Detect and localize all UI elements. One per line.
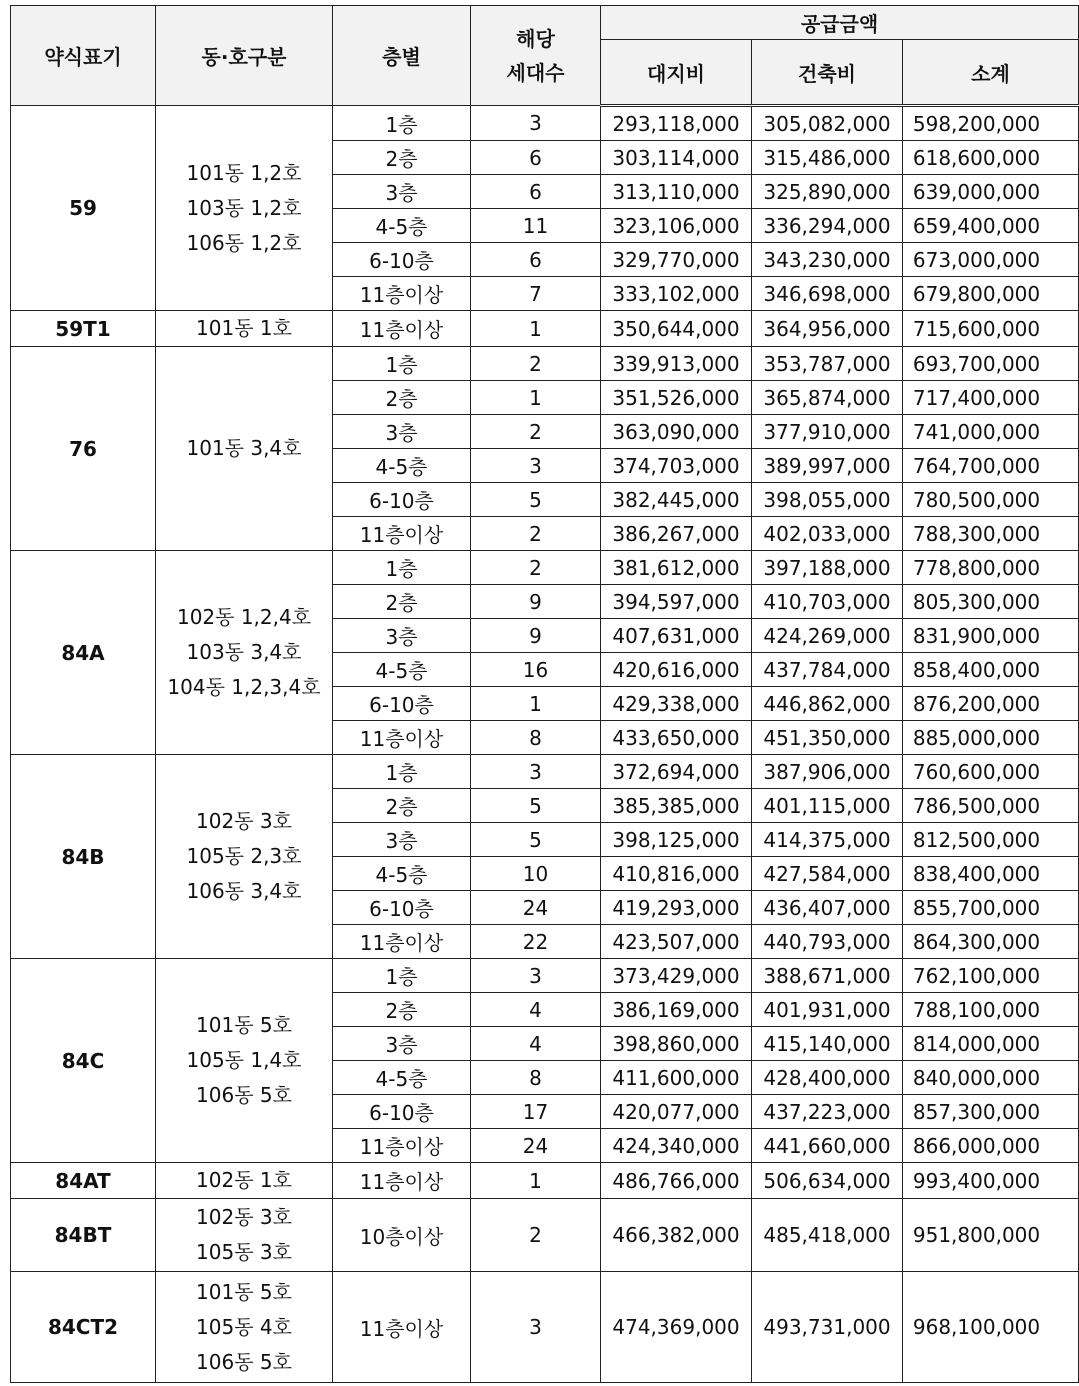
floor-cell: 4-5층 (333, 857, 471, 891)
land-cost-cell: 333,102,000 (601, 277, 752, 311)
units-cell: 1 (471, 1163, 601, 1199)
building-cost-cell: 437,784,000 (752, 653, 903, 687)
floor-cell: 6-10층 (333, 891, 471, 925)
land-cost-cell: 433,650,000 (601, 721, 752, 755)
land-cost-cell: 398,860,000 (601, 1027, 752, 1061)
subtotal-cell: 885,000,000 (903, 721, 1079, 755)
building-cost-cell: 397,188,000 (752, 551, 903, 585)
type-cell: 59 (11, 106, 156, 311)
floor-cell: 4-5층 (333, 209, 471, 243)
subtotal-cell: 717,400,000 (903, 381, 1079, 415)
floor-cell: 2층 (333, 141, 471, 175)
subtotal-cell: 812,500,000 (903, 823, 1079, 857)
dong-line: 101동 3,4호 (186, 436, 302, 460)
building-cost-cell: 506,634,000 (752, 1163, 903, 1199)
units-cell: 6 (471, 243, 601, 277)
building-cost-cell: 437,223,000 (752, 1095, 903, 1129)
units-cell: 10 (471, 857, 601, 891)
units-cell: 8 (471, 721, 601, 755)
subtotal-cell: 993,400,000 (903, 1163, 1079, 1199)
header-type: 약식표기 (11, 6, 156, 106)
building-cost-cell: 365,874,000 (752, 381, 903, 415)
subtotal-cell: 618,600,000 (903, 141, 1079, 175)
subtotal-cell: 679,800,000 (903, 277, 1079, 311)
land-cost-cell: 351,526,000 (601, 381, 752, 415)
floor-cell: 11층이상 (333, 311, 471, 347)
subtotal-cell: 786,500,000 (903, 789, 1079, 823)
land-cost-cell: 313,110,000 (601, 175, 752, 209)
dong-line: 102동 3호 (196, 1205, 292, 1229)
building-cost-cell: 440,793,000 (752, 925, 903, 959)
units-cell: 2 (471, 1199, 601, 1272)
land-cost-cell: 339,913,000 (601, 347, 752, 381)
subtotal-cell: 741,000,000 (903, 415, 1079, 449)
subtotal-cell: 778,800,000 (903, 551, 1079, 585)
land-cost-cell: 363,090,000 (601, 415, 752, 449)
units-cell: 16 (471, 653, 601, 687)
subtotal-cell: 788,100,000 (903, 993, 1079, 1027)
subtotal-cell: 780,500,000 (903, 483, 1079, 517)
units-cell: 1 (471, 381, 601, 415)
floor-cell: 6-10층 (333, 243, 471, 277)
type-cell: 84AT (11, 1163, 156, 1199)
floor-cell: 1층 (333, 959, 471, 993)
table-row (11, 755, 1079, 789)
units-cell: 6 (471, 141, 601, 175)
dong-line: 106동 1,2호 (186, 230, 302, 255)
land-cost-cell: 420,616,000 (601, 653, 752, 687)
floor-cell: 11층이상 (333, 1272, 471, 1383)
dong-cell (156, 1272, 333, 1383)
units-cell: 6 (471, 175, 601, 209)
building-cost-cell: 325,890,000 (752, 175, 903, 209)
floor-cell: 6-10층 (333, 1095, 471, 1129)
building-cost-cell: 377,910,000 (752, 415, 903, 449)
floor-cell: 10층이상 (333, 1199, 471, 1272)
header-subtotal: 소계 (903, 40, 1079, 106)
floor-cell: 2층 (333, 789, 471, 823)
table-row (11, 347, 1079, 381)
header-supply-amount: 공급금액 (601, 6, 1079, 40)
dong-line: 104동 1,2,3,4호 (167, 675, 321, 699)
units-cell: 3 (471, 755, 601, 789)
land-cost-cell: 386,169,000 (601, 993, 752, 1027)
subtotal-cell: 831,900,000 (903, 619, 1079, 653)
dong-cell (156, 551, 333, 755)
building-cost-cell: 410,703,000 (752, 585, 903, 619)
subtotal-cell: 840,000,000 (903, 1061, 1079, 1095)
subtotal-cell: 673,000,000 (903, 243, 1079, 277)
land-cost-cell: 411,600,000 (601, 1061, 752, 1095)
dong-line: 106동 5호 (196, 1083, 292, 1107)
subtotal-cell: 760,600,000 (903, 755, 1079, 789)
units-cell: 8 (471, 1061, 601, 1095)
type-cell: 84A (11, 551, 156, 755)
subtotal-cell: 876,200,000 (903, 687, 1079, 721)
table-row (11, 959, 1079, 993)
subtotal-cell: 639,000,000 (903, 175, 1079, 209)
dong-line: 101동 1호 (196, 316, 292, 340)
floor-cell: 3층 (333, 1027, 471, 1061)
building-cost-cell: 493,731,000 (752, 1272, 903, 1383)
table-body (11, 106, 1079, 1383)
supply-price-table-container (10, 5, 1079, 1383)
land-cost-cell: 373,429,000 (601, 959, 752, 993)
land-cost-cell: 466,382,000 (601, 1199, 752, 1272)
floor-cell: 3층 (333, 175, 471, 209)
units-cell: 24 (471, 891, 601, 925)
floor-cell: 3층 (333, 619, 471, 653)
floor-cell: 1층 (333, 347, 471, 381)
building-cost-cell: 424,269,000 (752, 619, 903, 653)
dong-line: 105동 1,4호 (186, 1048, 302, 1072)
land-cost-cell: 382,445,000 (601, 483, 752, 517)
subtotal-cell: 968,100,000 (903, 1272, 1079, 1383)
header-units: 해당 세대수 (471, 6, 601, 106)
type-cell: 84C (11, 959, 156, 1163)
building-cost-cell: 427,584,000 (752, 857, 903, 891)
dong-line: 102동 1,2,4호 (176, 605, 312, 629)
dong-line: 102동 3호 (196, 809, 292, 833)
header-land: 대지비 (601, 40, 752, 106)
units-cell: 4 (471, 1027, 601, 1061)
land-cost-cell: 394,597,000 (601, 585, 752, 619)
subtotal-cell: 788,300,000 (903, 517, 1079, 551)
building-cost-cell: 441,660,000 (752, 1129, 903, 1163)
subtotal-cell: 598,200,000 (903, 106, 1079, 141)
subtotal-cell: 855,700,000 (903, 891, 1079, 925)
type-cell: 84B (11, 755, 156, 959)
units-cell: 7 (471, 277, 601, 311)
dong-cell (156, 1199, 333, 1272)
floor-cell: 11층이상 (333, 721, 471, 755)
subtotal-cell: 764,700,000 (903, 449, 1079, 483)
land-cost-cell: 385,385,000 (601, 789, 752, 823)
floor-cell: 2층 (333, 993, 471, 1027)
land-cost-cell: 419,293,000 (601, 891, 752, 925)
table-row (11, 106, 1079, 141)
building-cost-cell: 346,698,000 (752, 277, 903, 311)
land-cost-cell: 350,644,000 (601, 311, 752, 347)
floor-cell: 3층 (333, 823, 471, 857)
floor-cell: 11층이상 (333, 1129, 471, 1163)
floor-cell: 11층이상 (333, 277, 471, 311)
units-cell: 24 (471, 1129, 601, 1163)
building-cost-cell: 401,115,000 (752, 789, 903, 823)
building-cost-cell: 446,862,000 (752, 687, 903, 721)
units-cell: 17 (471, 1095, 601, 1129)
subtotal-cell: 693,700,000 (903, 347, 1079, 381)
table-row (11, 551, 1079, 585)
dong-line: 101동 5호 (196, 1013, 292, 1037)
units-cell: 3 (471, 449, 601, 483)
dong-cell (156, 347, 333, 551)
building-cost-cell: 387,906,000 (752, 755, 903, 789)
subtotal-cell: 762,100,000 (903, 959, 1079, 993)
dong-cell (156, 311, 333, 347)
table-row (11, 1163, 1079, 1199)
units-cell: 3 (471, 959, 601, 993)
land-cost-cell: 381,612,000 (601, 551, 752, 585)
land-cost-cell: 424,340,000 (601, 1129, 752, 1163)
units-cell: 2 (471, 551, 601, 585)
floor-cell: 11층이상 (333, 1163, 471, 1199)
dong-cell (156, 959, 333, 1163)
building-cost-cell: 398,055,000 (752, 483, 903, 517)
table-row (11, 1199, 1079, 1272)
building-cost-cell: 428,400,000 (752, 1061, 903, 1095)
land-cost-cell: 372,694,000 (601, 755, 752, 789)
type-cell: 76 (11, 347, 156, 551)
building-cost-cell: 485,418,000 (752, 1199, 903, 1272)
dong-cell (156, 755, 333, 959)
dong-line: 105동 4호 (196, 1314, 292, 1339)
units-cell: 3 (471, 1272, 601, 1383)
units-cell: 5 (471, 823, 601, 857)
floor-cell: 1층 (333, 551, 471, 585)
dong-line: 106동 3,4호 (186, 879, 302, 903)
units-cell: 3 (471, 106, 601, 141)
building-cost-cell: 415,140,000 (752, 1027, 903, 1061)
building-cost-cell: 389,997,000 (752, 449, 903, 483)
subtotal-cell: 805,300,000 (903, 585, 1079, 619)
units-cell: 9 (471, 585, 601, 619)
land-cost-cell: 398,125,000 (601, 823, 752, 857)
land-cost-cell: 374,703,000 (601, 449, 752, 483)
building-cost-cell: 402,033,000 (752, 517, 903, 551)
land-cost-cell: 293,118,000 (601, 106, 752, 141)
dong-line: 102동 1호 (196, 1168, 292, 1192)
units-cell: 2 (471, 415, 601, 449)
type-cell: 84BT (11, 1199, 156, 1272)
subtotal-cell: 838,400,000 (903, 857, 1079, 891)
floor-cell: 6-10층 (333, 483, 471, 517)
subtotal-cell: 814,000,000 (903, 1027, 1079, 1061)
land-cost-cell: 323,106,000 (601, 209, 752, 243)
units-cell: 1 (471, 687, 601, 721)
building-cost-cell: 451,350,000 (752, 721, 903, 755)
table-row (11, 1272, 1079, 1383)
land-cost-cell: 407,631,000 (601, 619, 752, 653)
units-cell: 9 (471, 619, 601, 653)
units-cell: 2 (471, 517, 601, 551)
dong-cell (156, 1163, 333, 1199)
land-cost-cell: 329,770,000 (601, 243, 752, 277)
dong-cell (156, 106, 333, 311)
floor-cell: 11층이상 (333, 517, 471, 551)
subtotal-cell: 858,400,000 (903, 653, 1079, 687)
building-cost-cell: 401,931,000 (752, 993, 903, 1027)
dong-line: 103동 1,2호 (186, 195, 302, 220)
header-building: 건축비 (752, 40, 903, 106)
land-cost-cell: 423,507,000 (601, 925, 752, 959)
subtotal-cell: 659,400,000 (903, 209, 1079, 243)
dong-line: 106동 5호 (196, 1349, 292, 1374)
building-cost-cell: 353,787,000 (752, 347, 903, 381)
land-cost-cell: 303,114,000 (601, 141, 752, 175)
floor-cell: 4-5층 (333, 449, 471, 483)
building-cost-cell: 414,375,000 (752, 823, 903, 857)
land-cost-cell: 429,338,000 (601, 687, 752, 721)
floor-cell: 4-5층 (333, 1061, 471, 1095)
floor-cell: 3층 (333, 415, 471, 449)
dong-line: 101동 1,2호 (186, 160, 302, 185)
subtotal-cell: 864,300,000 (903, 925, 1079, 959)
units-cell: 1 (471, 311, 601, 347)
floor-cell: 11층이상 (333, 925, 471, 959)
dong-line: 105동 3호 (196, 1240, 292, 1264)
subtotal-cell: 857,300,000 (903, 1095, 1079, 1129)
dong-line: 103동 3,4호 (186, 640, 302, 664)
dong-line: 101동 5호 (196, 1279, 292, 1304)
dong-line: 105동 2,3호 (186, 844, 302, 868)
type-cell: 84CT2 (11, 1272, 156, 1383)
land-cost-cell: 486,766,000 (601, 1163, 752, 1199)
units-cell: 11 (471, 209, 601, 243)
units-cell: 22 (471, 925, 601, 959)
supply-price-table (10, 5, 1079, 1383)
building-cost-cell: 436,407,000 (752, 891, 903, 925)
land-cost-cell: 474,369,000 (601, 1272, 752, 1383)
floor-cell: 1층 (333, 106, 471, 141)
floor-cell: 2층 (333, 585, 471, 619)
building-cost-cell: 305,082,000 (752, 106, 903, 141)
land-cost-cell: 386,267,000 (601, 517, 752, 551)
units-cell: 2 (471, 347, 601, 381)
building-cost-cell: 343,230,000 (752, 243, 903, 277)
building-cost-cell: 388,671,000 (752, 959, 903, 993)
floor-cell: 1층 (333, 755, 471, 789)
type-cell: 59T1 (11, 311, 156, 347)
units-cell: 5 (471, 789, 601, 823)
floor-cell: 2층 (333, 381, 471, 415)
building-cost-cell: 364,956,000 (752, 311, 903, 347)
subtotal-cell: 866,000,000 (903, 1129, 1079, 1163)
subtotal-cell: 951,800,000 (903, 1199, 1079, 1272)
subtotal-cell: 715,600,000 (903, 311, 1079, 347)
building-cost-cell: 315,486,000 (752, 141, 903, 175)
floor-cell: 6-10층 (333, 687, 471, 721)
table-row (11, 311, 1079, 347)
floor-cell: 4-5층 (333, 653, 471, 687)
header-floor: 층별 (333, 6, 471, 106)
land-cost-cell: 420,077,000 (601, 1095, 752, 1129)
units-cell: 4 (471, 993, 601, 1027)
building-cost-cell: 336,294,000 (752, 209, 903, 243)
land-cost-cell: 410,816,000 (601, 857, 752, 891)
units-cell: 5 (471, 483, 601, 517)
header-dong: 동·호구분 (156, 6, 333, 106)
